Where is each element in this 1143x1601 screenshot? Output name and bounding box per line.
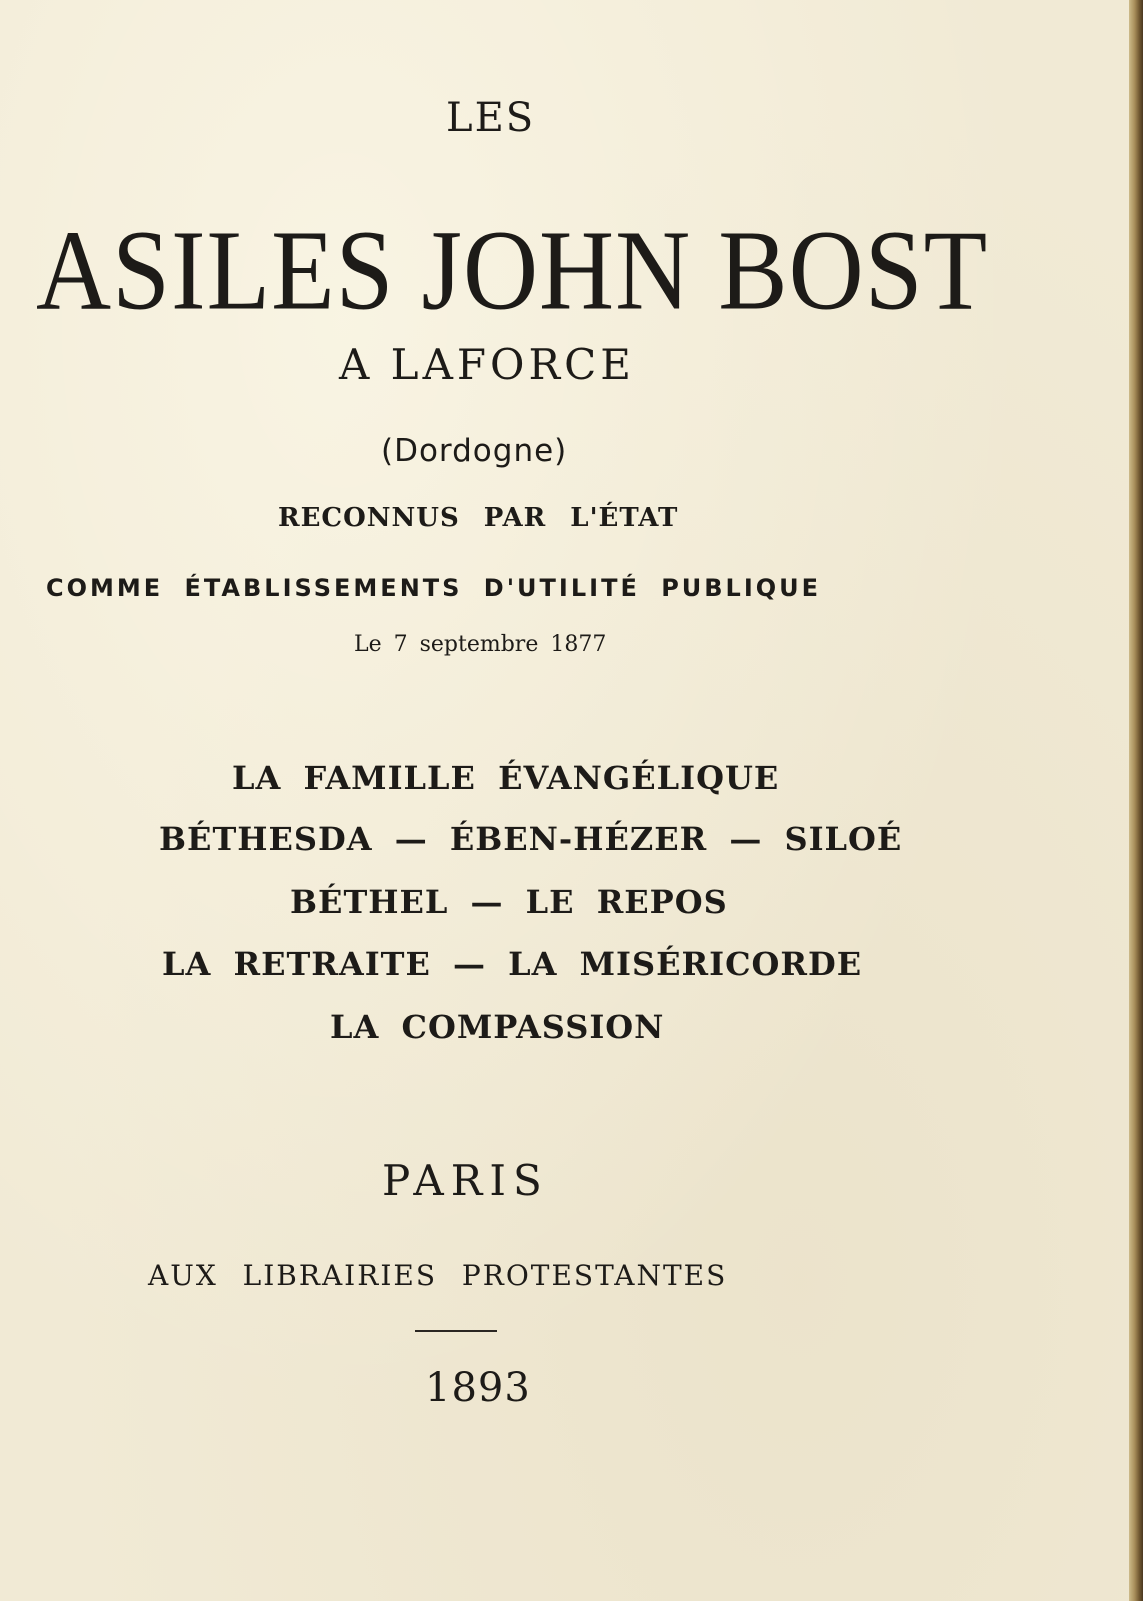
house-list-line: BÉTHEL — LE REPOS — [290, 883, 728, 921]
divider-rule — [415, 1330, 497, 1332]
house-list-line: LA RETRAITE — LA MISÉRICORDE — [162, 945, 863, 983]
department-line: (Dordogne) — [381, 433, 568, 469]
recognition-line: RECONNUS PAR L'ÉTAT — [278, 503, 679, 533]
location-line: A LAFORCE — [339, 340, 635, 389]
imprint-publisher: AUX LIBRAIRIES PROTESTANTES — [148, 1259, 728, 1292]
date-line: Le 7 septembre 1877 — [354, 632, 607, 657]
imprint-year: 1893 — [425, 1365, 531, 1411]
house-list-line: BÉTHESDA — ÉBEN-HÉZER — SILOÉ — [159, 820, 903, 858]
title-article: LES — [446, 95, 536, 141]
imprint-city: PARIS — [382, 1156, 549, 1205]
main-title: ASILES JOHN BOST — [36, 207, 989, 334]
page-edge — [1129, 0, 1143, 1601]
house-list-line: LA COMPASSION — [330, 1008, 665, 1046]
house-list-line: LA FAMILLE ÉVANGÉLIQUE — [232, 759, 780, 797]
designation-line: COMME ÉTABLISSEMENTS D'UTILITÉ PUBLIQUE — [46, 574, 822, 602]
